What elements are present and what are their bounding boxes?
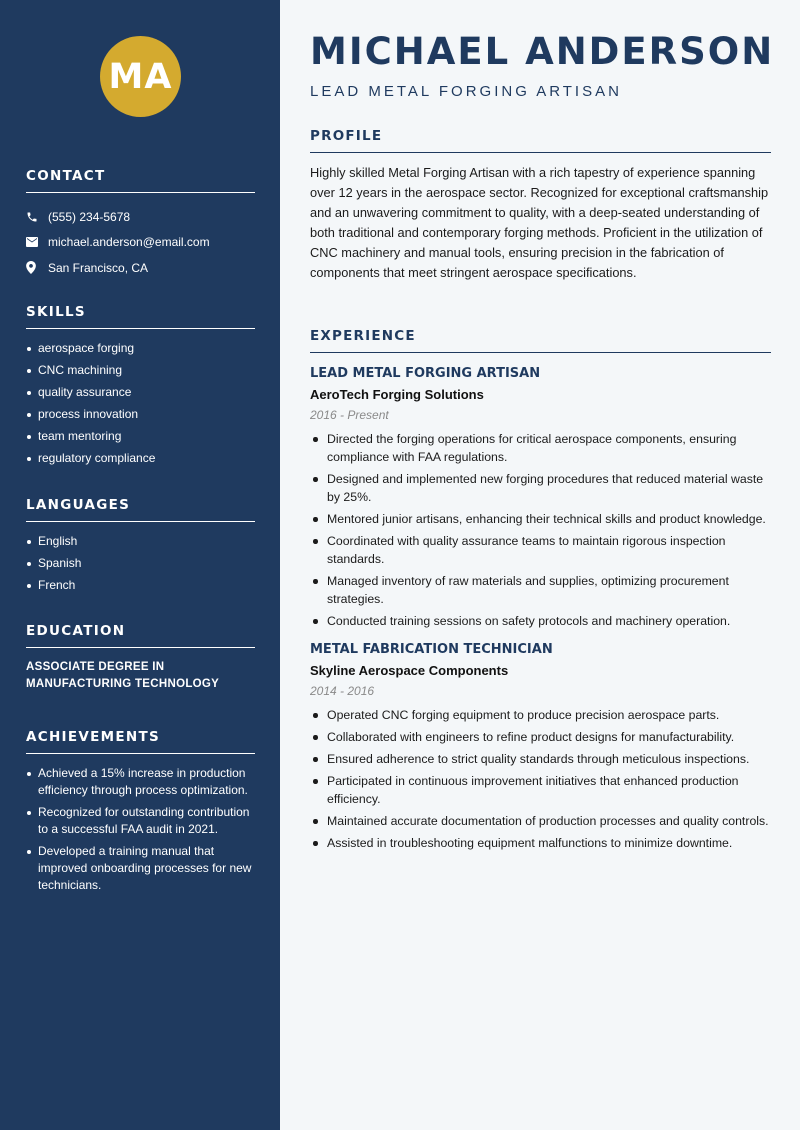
job-company: AeroTech Forging Solutions	[310, 387, 484, 402]
job-title: LEAD METAL FORGING ARTISAN	[310, 366, 541, 381]
contact-section	[26, 168, 255, 281]
achievements-heading: ACHIEVEMENTS	[26, 729, 255, 754]
job-bullet: Managed inventory of raw materials and supplies, optimizing procurement strategies.	[310, 572, 771, 608]
job-dates: 2014 - 2016	[310, 684, 375, 698]
job-bullet: Participated in continuous improvement initiatives that enhanced production efficiency.	[310, 772, 771, 808]
skill-item: regulatory compliance	[26, 450, 255, 467]
job-bullet: Maintained accurate documentation of production processes and quality controls.	[310, 812, 771, 830]
skill-item: team mentoring	[26, 428, 255, 445]
experience-section	[310, 328, 771, 856]
achievements-section	[26, 729, 255, 899]
achievements-list	[26, 765, 255, 894]
profile-section	[310, 128, 771, 283]
job-bullet: Operated CNC forging equipment to produce precision aerospace parts.	[310, 706, 771, 724]
languages-list	[26, 533, 255, 594]
avatar: MA	[100, 36, 181, 117]
language-item: Spanish	[26, 555, 255, 572]
contact-email	[26, 230, 255, 256]
sidebar	[0, 0, 280, 1130]
job-bullet: Designed and implemented new forging procedures that reduced material waste by 25%.	[310, 470, 771, 506]
job-entry	[310, 366, 771, 630]
language-item: French	[26, 577, 255, 594]
experience-heading: EXPERIENCE	[310, 328, 771, 353]
education-section	[26, 623, 255, 693]
job-title: METAL FABRICATION TECHNICIAN	[310, 642, 553, 657]
location-pin-icon	[26, 261, 48, 274]
candidate-name: MICHAEL ANDERSON	[310, 30, 775, 73]
job-bullets	[310, 430, 771, 630]
achievement-item: Developed a training manual that improved onboarding processes for new technicians.	[26, 843, 255, 894]
job-bullet: Directed the forging operations for critical aerospace components, ensuring compliance with FAA regulations.	[310, 430, 771, 466]
candidate-title: LEAD METAL FORGING ARTISAN	[310, 83, 622, 100]
profile-text: Highly skilled Metal Forging Artisan with a rich tapestry of experience spanning over 12 years in the aerospace sector. Recognized for exceptional craftsmanship and an unwavering commitment to quality, with a deep-seated understanding of both traditional and contemporary forging methods. Proficient in the utilization of CNC machinery and manual tools, ensuring precision in the fabrication of components that meet stringent aerospace specifications.	[310, 165, 769, 280]
job-bullet: Collaborated with engineers to refine product designs for manufacturability.	[310, 728, 771, 746]
skills-list	[26, 340, 255, 467]
location-text: San Francisco, CA	[48, 260, 149, 275]
skill-item: process innovation	[26, 406, 255, 423]
job-bullet: Coordinated with quality assurance teams to maintain rigorous inspection standards.	[310, 532, 771, 568]
degree-line-1: ASSOCIATE DEGREE IN	[26, 661, 165, 673]
job-company: Skyline Aerospace Components	[310, 663, 509, 678]
skills-heading: SKILLS	[26, 304, 255, 329]
phone-icon	[26, 211, 48, 223]
achievement-item: Recognized for outstanding contribution to a successful FAA audit in 2021.	[26, 804, 255, 838]
job-bullet: Conducted training sessions on safety protocols and machinery operation.	[310, 612, 771, 630]
job-bullet: Mentored junior artisans, enhancing their technical skills and product knowledge.	[310, 510, 771, 528]
job-bullets	[310, 706, 771, 852]
skill-item: CNC machining	[26, 362, 255, 379]
skill-item: aerospace forging	[26, 340, 255, 357]
degree-line-2: MANUFACTURING TECHNOLOGY	[26, 678, 220, 690]
email-text[interactable]: michael.anderson@email.com	[48, 235, 210, 250]
achievement-item: Achieved a 15% increase in production efficiency through process optimization.	[26, 765, 255, 799]
languages-heading: LANGUAGES	[26, 497, 255, 522]
skill-item: quality assurance	[26, 384, 255, 401]
contact-phone	[26, 204, 255, 230]
job-bullet: Ensured adherence to strict quality standards through meticulous inspections.	[310, 750, 771, 768]
language-item: English	[26, 533, 255, 550]
profile-heading: PROFILE	[310, 128, 771, 153]
phone-text: (555) 234-5678	[48, 209, 131, 224]
email-icon	[26, 237, 48, 247]
job-dates: 2016 - Present	[310, 408, 389, 422]
skills-section	[26, 304, 255, 472]
contact-heading: CONTACT	[26, 168, 255, 193]
contact-location	[26, 255, 255, 281]
education-heading: EDUCATION	[26, 623, 255, 648]
languages-section	[26, 497, 255, 599]
job-bullet: Assisted in troubleshooting equipment malfunctions to minimize downtime.	[310, 834, 771, 852]
job-entry	[310, 642, 771, 852]
